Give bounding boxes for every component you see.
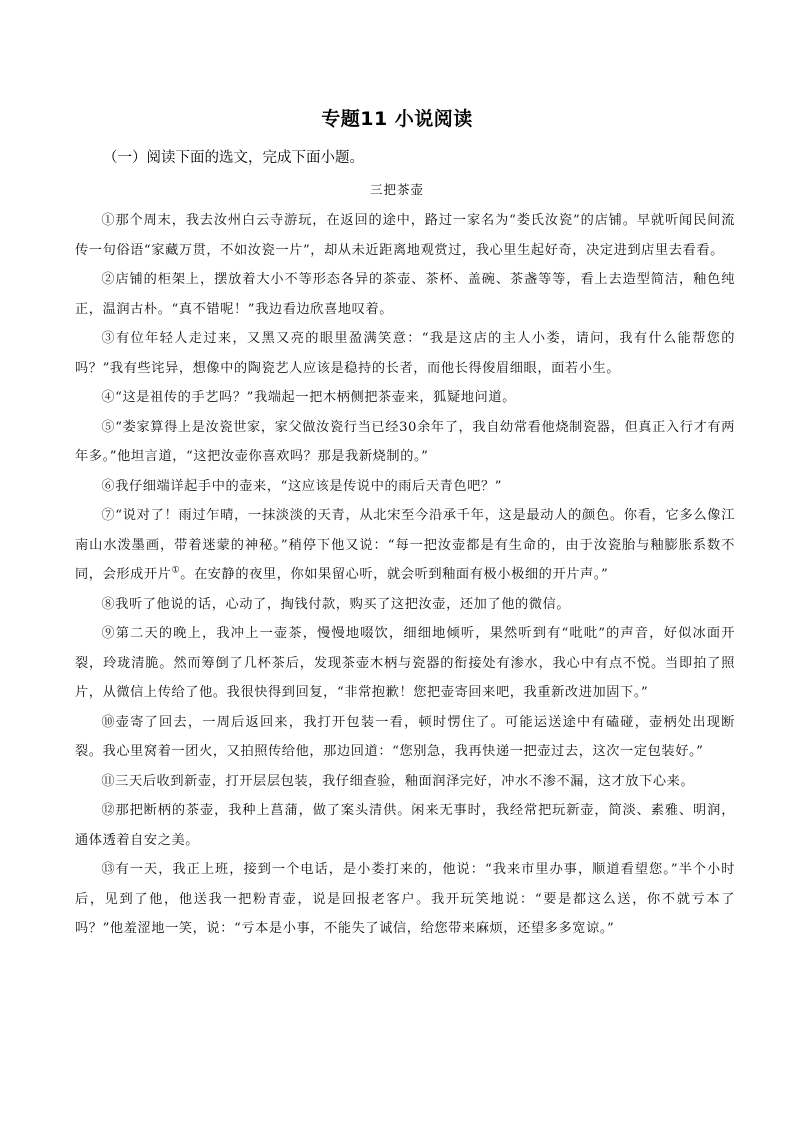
paragraph-7-tail: 。在安静的夜里，你如果留心听，就会听到釉面有极小极细的开片声。” bbox=[180, 567, 609, 582]
document-title: 专题11 小说阅读 bbox=[321, 108, 473, 130]
paragraph-13: ⑬有一天，我正上班，接到一个电话，是小娄打来的，他说：“我来市里办事，顺道看望您。”半个小时后，见到了他，他送我一把粉青壶，说是回报老客户。我开玩笑地说：“要是都这么送，你不就亏本了吗？”他羞涩地一笑，说：“亏本是小事，不能失了诚信，给您带来麻烦，还望多多宽谅。” bbox=[75, 862, 735, 936]
reading-instruction: （一）阅读下面的选文，完成下面小题。 bbox=[103, 150, 364, 166]
paragraph-12: ⑫那把断柄的茶壶，我种上菖蒲，做了案头清供。闲来无事时，我经常把玩新壶，简淡、素雅、明润，通体透着自安之美。 bbox=[75, 803, 735, 848]
paragraph-1: ①那个周末，我去汝州白云寺游玩，在返回的途中，路过一家名为“娄氏汝瓷”的店铺。早就听闻民间流传一句俗语“家藏万贯，不如汝瓷一片”，却从未近距离地观赏过，我心里生起好奇，决定进到店里去看看。 bbox=[75, 213, 735, 258]
paragraph-2: ②店铺的柜架上，摆放着大小不等形态各异的茶壶、茶杯、盖碗、茶盏等等，看上去造型简洁，釉色纯正，温润古朴。“真不错呢！”我边看边欣喜地叹着。 bbox=[75, 272, 735, 317]
paragraph-11: ⑪三天后收到新壶，打开层层包装，我仔细查验，釉面润泽完好，冲水不渗不漏，这才放下心来。 bbox=[101, 773, 695, 789]
paragraph-8: ⑧我听了他说的话，心动了，掏钱付款，购买了这把汝壶，还加了他的微信。 bbox=[101, 596, 571, 612]
paragraph-10: ⑩壶寄了回去，一周后返回来，我打开包装一看，顿时愣住了。可能运送途中有磕碰，壶柄处出现断裂。我心里窝着一团火，又拍照传给他，那边回道：“您别急，我再快递一把壶过去，这次一定包装好。” bbox=[75, 714, 735, 759]
paragraph-9: ⑨第二天的晚上，我冲上一壶茶，慢慢地啜饮，细细地倾听，果然听到有“吡吡”的声音，好似冰面开裂，玲珑清脆。然而筹倒了几杯茶后，发现茶壶木柄与瓷器的衔接处有渗水，我心中有点不悦。当即拍了照片，从微信上传给了他。我很快得到回复，“非常抱歉！您把壶寄回来吧，我重新改进加固下。” bbox=[75, 626, 735, 700]
paragraph-3: ③有位年轻人走过来，又黑又亮的眼里盈满笑意：“我是这店的主人小娄，请问，我有什么能帮您的吗？”我有些诧异，想像中的陶瓷艺人应该是稳持的长者，而他长得俊眉细眼，面若小生。 bbox=[75, 331, 735, 376]
paragraph-6: ⑥我仔细端详起手中的壶来，“这应该是传说中的雨后天青色吧？” bbox=[101, 478, 503, 494]
story-body bbox=[75, 206, 735, 944]
paragraph-4: ④“这是祖传的手艺吗？”我端起一把木柄侧把茶壶来，狐疑地问道。 bbox=[101, 390, 516, 405]
paragraph-7 bbox=[75, 501, 735, 590]
footnote-marker[interactable]: ① bbox=[171, 565, 181, 576]
story-title: 三把茶壶 bbox=[369, 182, 424, 197]
paragraph-5: ⑤“娄家算得上是汝瓷世家，家父做汝瓷行当已经30余年了，我自幼常看他烧制瓷器，但真正入行才有两年多。”他坦言道，“这把汝壶你喜欢吗？那是我新烧制的。” bbox=[75, 419, 735, 464]
paragraph-7-text: ⑦“说对了！雨过乍晴，一抹淡淡的天青，从北宋至今沿承千年，这是最动人的颜色。你看，它多么像江南山水泼墨画，带着迷蒙的神秘。”稍停下他又说：“每一把汝壶都是有生命的，由于汝瓷胎与釉膨胀系数不同，会形成开片 bbox=[75, 508, 735, 582]
